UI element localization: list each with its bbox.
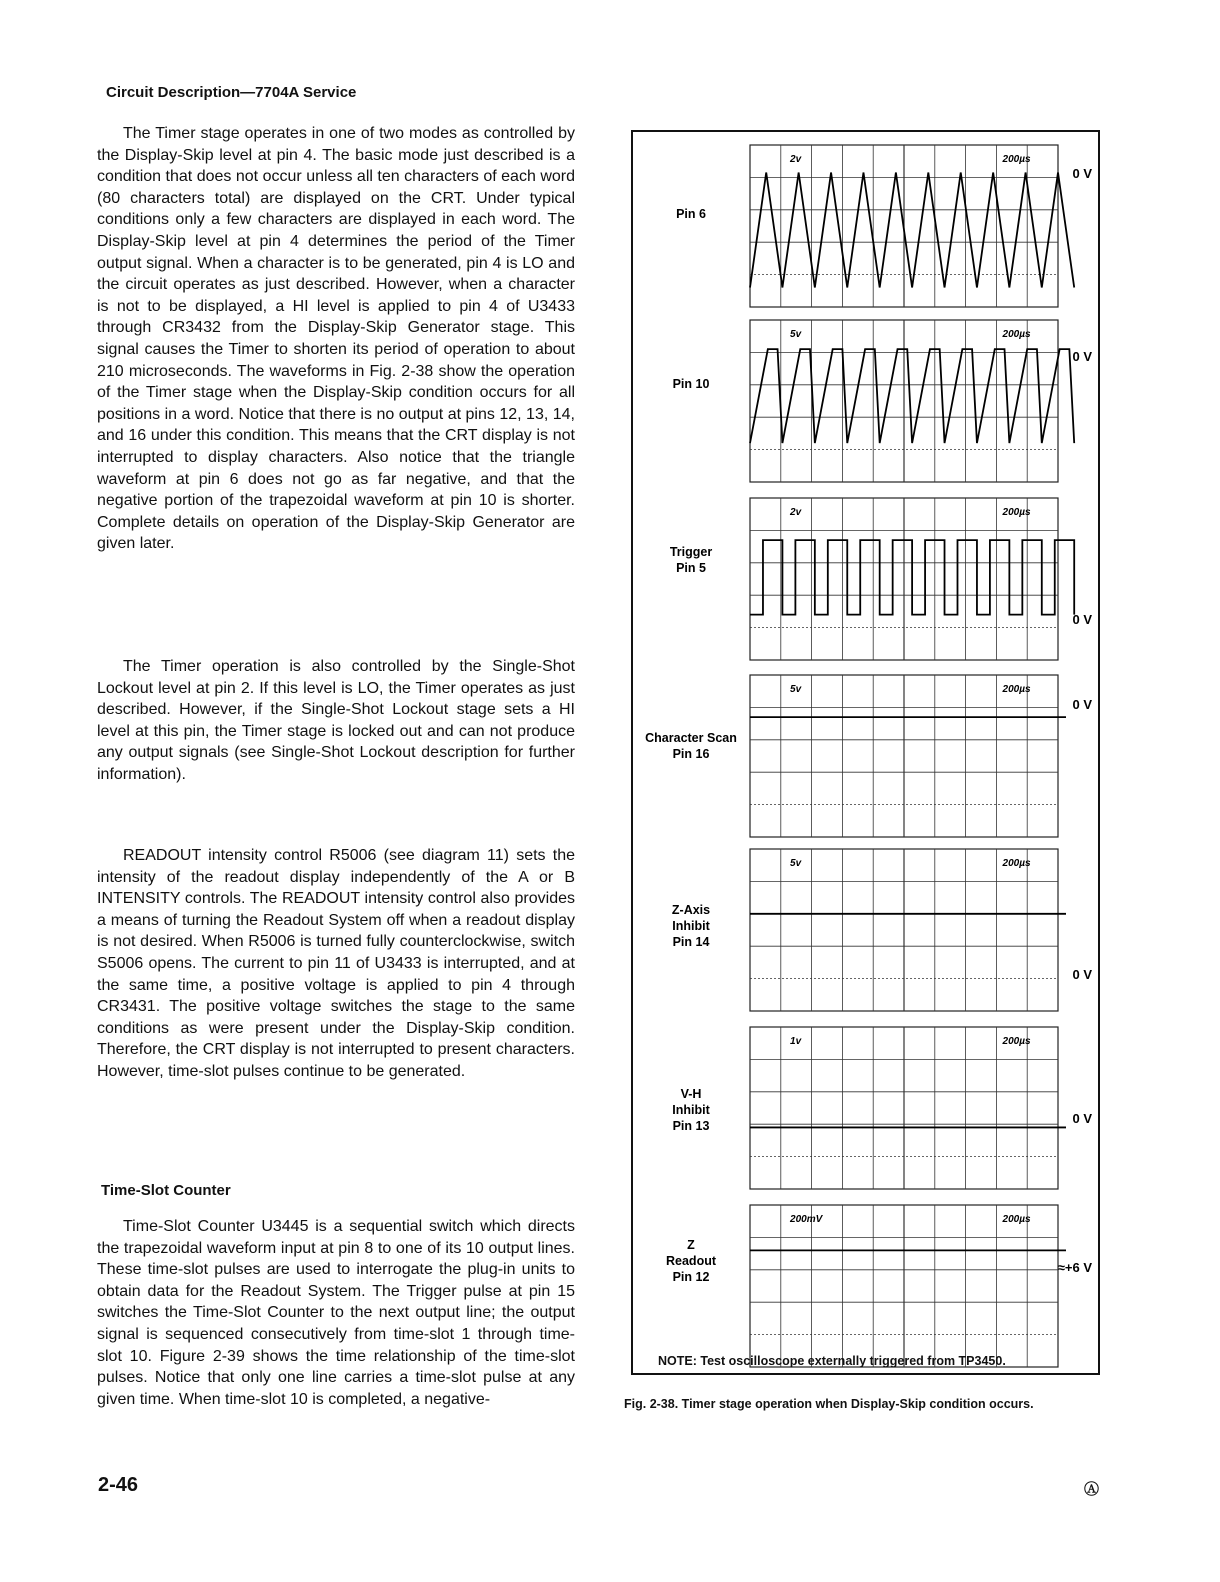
waveform-trace bbox=[750, 173, 1074, 288]
ground-reference-label: 0 V bbox=[1072, 967, 1092, 982]
volts-per-div-label: 5v bbox=[790, 684, 802, 695]
paragraph-text: The Timer stage operates in one of two modes as controlled by the Display-Skip level at pin 4. The basic mode just described is a condition that does not occur unless all ten characters of each word (80 characters total) are displayed on the CRT. Under typical conditions only a few characters are displayed in each word. The Display-Skip level at pin 4 determines the period of the Timer output signal. When a character is to be generated, pin 4 is LO and the circuit operates as just described. However, when a character is not to be displayed, a HI level is applied to pin 4 of U3433 through CR3432 from the Display-Skip Generator stage. This signal causes the Timer to shorten its period of operation to about 210 microseconds. The waveforms in Fig. 2-38 show the operation of the Timer stage when the Display-Skip condition occurs for all positions in a word. Notice that there is no output at pins 12, 13, 14, and 16 under this condition. This means that the CRT display is not interrupted to display characters. Also notice that the triangle waveform at pin 6 does not go as far negative, and that the negative portion of the trapezoidal waveform at pin 10 is shorter. Complete details on operation of the Display-Skip Generator are given later. bbox=[97, 125, 575, 553]
figure-note: NOTE: Test oscilloscope externally triggered from TP3450. bbox=[658, 1354, 1006, 1368]
paragraph-text: The Timer operation is also controlled by the Single-Shot Lockout level at pin 2. If this level is LO, the Timer operates as just described. However, if the Single-Shot Lockout stage sets a HI level at this pin, the Timer stage is locked out and can not produce any output signals (see Single-Shot Lockout description for further information). bbox=[97, 658, 575, 783]
time-per-div-label: 200µs bbox=[1002, 329, 1031, 340]
page-number: 2-46 bbox=[98, 1474, 139, 1496]
volts-per-div-label: 5v bbox=[790, 329, 802, 340]
time-per-div-label: 200µs bbox=[1002, 1036, 1031, 1047]
channel-label: Pin 13 bbox=[672, 1119, 710, 1133]
channel-label: Z bbox=[687, 1238, 695, 1252]
page-header: Circuit Description—7704A Service bbox=[106, 84, 357, 101]
waveform-trace bbox=[750, 349, 1074, 443]
time-per-div-label: 200µs bbox=[1002, 154, 1031, 165]
channel-label: Z-Axis bbox=[671, 903, 711, 917]
oscilloscope-figure bbox=[631, 130, 1100, 1375]
volts-per-div-label: 5v bbox=[790, 858, 802, 869]
channel-label: Pin 5 bbox=[676, 561, 706, 575]
ground-reference-label: ≈+6 V bbox=[1057, 1260, 1092, 1275]
channel-label: Inhibit bbox=[672, 919, 710, 933]
section-title: Time-Slot Counter bbox=[101, 1182, 231, 1199]
ground-reference-label: 0 V bbox=[1072, 166, 1092, 181]
body-paragraph-1 bbox=[97, 123, 575, 555]
channel-label: Trigger bbox=[669, 545, 713, 559]
time-per-div-label: 200µs bbox=[1002, 684, 1031, 695]
figure-caption: Fig. 2-38. Timer stage operation when Display-Skip condition occurs. bbox=[624, 1397, 1034, 1411]
ground-reference-label: 0 V bbox=[1072, 1111, 1092, 1126]
channel-label: Pin 6 bbox=[676, 207, 706, 221]
time-per-div-label: 200µs bbox=[1002, 1214, 1031, 1225]
volts-per-div-label: 1v bbox=[790, 1036, 802, 1047]
body-paragraph-4 bbox=[97, 1216, 575, 1410]
ground-reference-label: 0 V bbox=[1072, 612, 1092, 627]
body-paragraph-2 bbox=[97, 656, 575, 786]
body-paragraph-3 bbox=[97, 845, 575, 1083]
revision-mark: Ⓐ bbox=[1084, 1481, 1100, 1498]
channel-label: Inhibit bbox=[672, 1103, 710, 1117]
volts-per-div-label: 200mV bbox=[790, 1214, 823, 1225]
ground-reference-label: 0 V bbox=[1072, 697, 1092, 712]
volts-per-div-label: 2v bbox=[790, 154, 802, 165]
waveform-diagram bbox=[633, 132, 1098, 1373]
channel-label: Character Scan bbox=[645, 731, 737, 745]
waveform-trace bbox=[750, 540, 1074, 615]
channel-label: Readout bbox=[666, 1254, 716, 1268]
channel-label: Pin 12 bbox=[672, 1270, 710, 1284]
paragraph-text: READOUT intensity control R5006 (see diagram 11) sets the intensity of the readout display independently of the A or B INTENSITY controls. The READOUT intensity control also provides a means of turning the Readout System off when a readout display is not desired. When R5006 is turned fully counterclockwise, switch S5006 opens. The current to pin 11 of U3433 is interrupted, and at the same time, a positive voltage is applied to pin 4 through CR3431. The positive voltage switches the stage to the same conditions as were present under the Display-Skip condition. Therefore, the CRT display is not interrupted to present characters. However, time-slot pulses continue to be generated. bbox=[97, 847, 575, 1080]
channel-label: Pin 10 bbox=[672, 377, 710, 391]
ground-reference-label: 0 V bbox=[1072, 349, 1092, 364]
paragraph-text: Time-Slot Counter U3445 is a sequential switch which directs the trapezoidal waveform input at pin 8 to one of its 10 output lines. These time-slot pulses are used to interrogate the plug-in units to obtain data for the Readout System. The Trigger pulse at pin 15 switches the Time-Slot Counter to the next output line; the output signal is sequenced consecutively from time-slot 1 through time-slot 10. Figure 2-39 shows the time relationship of the time-slot pulses. Notice that only one line carries a time-slot pulse at any given time. When time-slot 10 is completed, a negative- bbox=[97, 1218, 575, 1408]
channel-label: Pin 16 bbox=[672, 747, 710, 761]
time-per-div-label: 200µs bbox=[1002, 507, 1031, 518]
channel-label: V-H bbox=[680, 1087, 702, 1101]
channel-label: Pin 14 bbox=[672, 935, 710, 949]
volts-per-div-label: 2v bbox=[790, 507, 802, 518]
time-per-div-label: 200µs bbox=[1002, 858, 1031, 869]
